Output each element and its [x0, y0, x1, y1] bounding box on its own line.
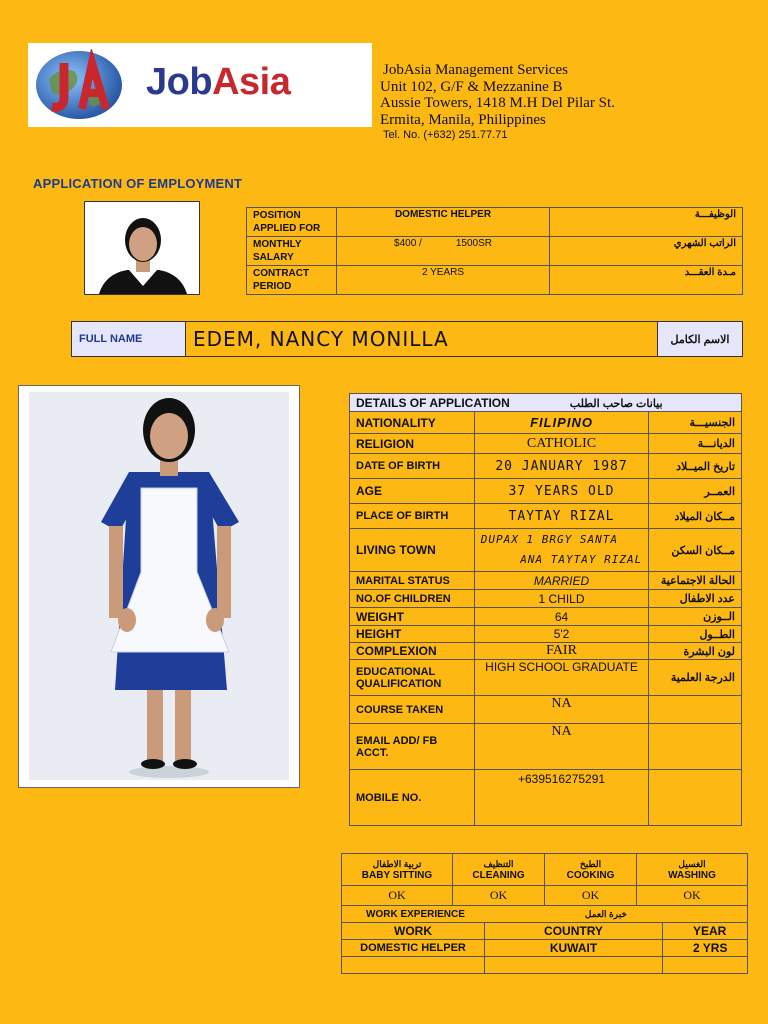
table-row: [350, 572, 742, 590]
table-row: [247, 266, 743, 295]
position-arabic-label: الوظيفـــة: [550, 208, 743, 237]
weight-arabic-label: الــوزن: [649, 608, 742, 626]
skill-washing-value: OK: [637, 886, 748, 906]
mobile-arabic-label: [649, 770, 742, 826]
date-of-birth-label: DATE OF BIRTH: [350, 454, 475, 479]
table-row: [350, 454, 742, 479]
religion-value: CATHOLIC: [474, 434, 648, 454]
religion-arabic-label: الديانـــة: [649, 434, 742, 454]
salary-arabic-label: الراتب الشهري: [550, 237, 743, 266]
place-of-birth-arabic-label: مــكان الميلاد: [649, 504, 742, 529]
living-town-arabic-label: مــكان السكن: [649, 529, 742, 572]
date-of-birth-arabic-label: تاريخ الميــلاد: [649, 454, 742, 479]
logo-wordmark: JobAsia: [146, 61, 291, 103]
salary-value: $400 / 1500SR: [337, 237, 550, 266]
table-row: [342, 886, 748, 906]
salary-label: MONTHLY SALARY: [247, 237, 337, 266]
applicant-full-body-photo: [18, 385, 300, 788]
nationality-arabic-label: الجنسيـــة: [649, 412, 742, 434]
full-name-arabic-label: الاسم الكامل: [657, 322, 742, 356]
table-header-row: [350, 394, 742, 412]
skill-washing-label: الغسيل WASHING: [637, 854, 748, 886]
details-table: [349, 393, 742, 826]
table-row: [350, 434, 742, 454]
table-row: [350, 660, 742, 696]
email-value: NA: [474, 724, 648, 770]
email-arabic-label: [649, 724, 742, 770]
complexion-arabic-label: لون البشرة: [649, 643, 742, 660]
table-row: [350, 529, 742, 572]
table-row: [350, 696, 742, 724]
table-row: [350, 608, 742, 626]
date-of-birth-value: 20 JANUARY 1987: [474, 454, 648, 479]
children-arabic-label: عدد الاطفال: [649, 590, 742, 608]
full-name-value: EDEM, NANCY MONILLA: [186, 322, 657, 356]
table-row: [350, 412, 742, 434]
height-arabic-label: الطــول: [649, 626, 742, 643]
children-value: 1 CHILD: [474, 590, 648, 608]
table-row: [350, 643, 742, 660]
age-value: 37 YEARS OLD: [474, 479, 648, 504]
company-address-line4: Ermita, Manila, Philippines: [380, 112, 546, 128]
position-value: DOMESTIC HELPER: [337, 208, 550, 237]
empty-cell: [485, 957, 663, 974]
company-telephone: Tel. No. (+632) 251.77.71: [383, 129, 508, 141]
empty-cell: [342, 957, 485, 974]
contract-label: CONTRACT PERIOD: [247, 266, 337, 295]
email-label: EMAIL ADD/ FB ACCT.: [350, 724, 475, 770]
table-row: [247, 208, 743, 237]
company-address-line3: Aussie Towers, 1418 M.H Del Pilar St.: [380, 95, 615, 111]
nationality-value: FILIPINO: [474, 412, 648, 434]
nationality-label: NATIONALITY: [350, 412, 475, 434]
weight-value: 64: [474, 608, 648, 626]
table-row: [350, 626, 742, 643]
table-row: [342, 957, 748, 974]
table-row: [247, 237, 743, 266]
table-row: [342, 854, 748, 886]
table-row: [350, 590, 742, 608]
details-header: DETAILS OF APPLICATION بيانات صاحب الطلب: [350, 394, 742, 412]
living-town-value: DUPAX 1 BRGY SANTA ANA TAYTAY RIZAL: [474, 529, 648, 572]
country-column-header: COUNTRY: [485, 923, 663, 940]
year-value: 2 YRS: [663, 940, 748, 957]
place-of-birth-label: PLACE OF BIRTH: [350, 504, 475, 529]
country-value: KUWAIT: [485, 940, 663, 957]
skill-baby-sitting-label: تربية الاطفال BABY SITTING: [342, 854, 453, 886]
course-taken-value: NA: [474, 696, 648, 724]
age-arabic-label: العمــر: [649, 479, 742, 504]
work-value: DOMESTIC HELPER: [342, 940, 485, 957]
year-column-header: YEAR: [663, 923, 748, 940]
globe-logo-icon: [34, 49, 124, 121]
mobile-label: MOBILE NO.: [350, 770, 475, 826]
complexion-value: FAIR: [474, 643, 648, 660]
skill-baby-sitting-value: OK: [342, 886, 453, 906]
height-label: HEIGHT: [350, 626, 475, 643]
empty-cell: [663, 957, 748, 974]
company-name: JobAsia Management Services: [383, 62, 568, 78]
person-standing-icon: [29, 392, 289, 780]
course-taken-arabic-label: [649, 696, 742, 724]
work-experience-table: [341, 922, 748, 974]
course-taken-label: COURSE TAKEN: [350, 696, 475, 724]
skills-table: [341, 853, 748, 923]
contract-arabic-label: مـدة العقـــد: [550, 266, 743, 295]
skill-cleaning-label: التنظيف CLEANING: [453, 854, 545, 886]
page-title: APPLICATION OF EMPLOYMENT: [33, 176, 243, 191]
skill-cooking-label: الطبخ COOKING: [545, 854, 637, 886]
children-label: NO.OF CHILDREN: [350, 590, 475, 608]
applicant-id-photo: [84, 201, 200, 295]
living-town-label: LIVING TOWN: [350, 529, 475, 572]
table-row: [350, 724, 742, 770]
religion-label: RELIGION: [350, 434, 475, 454]
table-row: [350, 504, 742, 529]
skill-cooking-value: OK: [545, 886, 637, 906]
position-label: POSITION APPLIED FOR: [247, 208, 337, 237]
skill-cleaning-value: OK: [453, 886, 545, 906]
table-row: [350, 770, 742, 826]
table-row: [342, 923, 748, 940]
table-row: [350, 479, 742, 504]
education-value: HIGH SCHOOL GRADUATE: [474, 660, 648, 696]
marital-status-arabic-label: الحالة الاجتماعية: [649, 572, 742, 590]
marital-status-value: MARRIED: [474, 572, 648, 590]
table-row: [342, 940, 748, 957]
table-row: [342, 906, 748, 923]
marital-status-label: MARITAL STATUS: [350, 572, 475, 590]
position-table: [246, 207, 743, 295]
age-label: AGE: [350, 479, 475, 504]
work-experience-header: WORK EXPERIENCE خبرة العمل: [342, 906, 748, 923]
company-logo: [28, 43, 372, 127]
complexion-label: COMPLEXION: [350, 643, 475, 660]
mobile-value: +639516275291: [474, 770, 648, 826]
education-label: EDUCATIONAL QUALIFICATION: [350, 660, 475, 696]
company-address-line2: Unit 102, G/F & Mezzanine B: [380, 79, 563, 95]
weight-label: WEIGHT: [350, 608, 475, 626]
contract-value: 2 YEARS: [337, 266, 550, 295]
full-name-label: FULL NAME: [72, 322, 186, 356]
work-column-header: WORK: [342, 923, 485, 940]
education-arabic-label: الدرجة العلمية: [649, 660, 742, 696]
height-value: 5'2: [474, 626, 648, 643]
place-of-birth-value: TAYTAY RIZAL: [474, 504, 648, 529]
full-name-row: [71, 321, 743, 357]
person-portrait-icon: [85, 202, 200, 295]
